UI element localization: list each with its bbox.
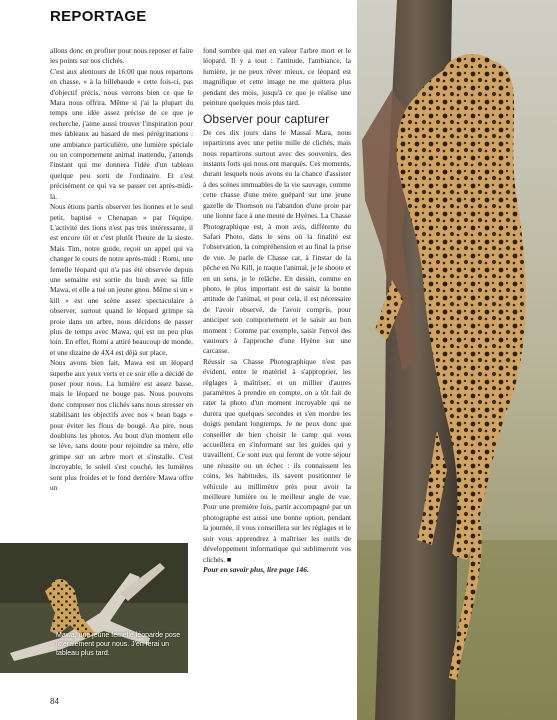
leopard-illustration: [357, 0, 557, 720]
leopard-climbing-photo: [357, 0, 557, 720]
more-info-note: Pour en savoir plus, lire page 146.: [203, 564, 309, 574]
page-number: 84: [50, 697, 59, 706]
paragraph: De ces dix jours dans le Massaï Mara, nous repartirons avec une petite mille de clichés, mais nous repartirons surtout avec des souvenirs, des instants forts qui nous ont marqués. Ces moments, durant lesquels nous avons eu la chance d'assister à des scènes immuables de la vie sauvage, comme cette chasse d'une mère guépard sur une jeune gazelle de Thomson ou l'abandon d'une proie par une lionne face à une meute de Hyènes. La Chasse Photographique est, à mon avis, différente du Safari Photo, dans le sens où la finalité est l'observation, la compréhension et au final la prise de vue. Je parle de Chasse car, à l'instar de la pêche en No Kill, je traque l'animal, je le shoote et en un sens, je le relâche. En dessin, comme en photo, le plus important est de saisir la bonne attitude de l'animal, et pour cela, il est nécessaire de l'avoir observé, de l'avoir compris, pour anticiper son comportement et le saisir au bon moment : Comme par exemple, saisir l'envol des vautours à l'approche d'une Hyène sur une carcasse.: [203, 127, 351, 356]
inset-caption: Mawa, une jeune femelle léoparde pose littéralement pour nous. J'en ferai un tableau plus tard.: [56, 632, 181, 657]
inset-leopard-photo: [0, 543, 188, 673]
paragraph: C'est aux alentours de 16:00 que nous repartons en chasse, « à la billebaude » cette fois-ci, pas d'objectif précis, nous verrons bien ce que le Mara nous offrira. Même si j'ai la plupart du temps une idée assez précise de ce que je recherche, j'aime aussi trouver l'inspiration pour mes tableaux au hasard de mes pérégrinations : une ambiance particulière, une lumière spéciale ou un comportement animal inattendu, j'attends l'instant qui me donnera l'idée d'un tableau quelque peu sorti de l'ordinaire. Et c'est précisément ce qui va se passer cet après-midi-là.: [50, 66, 193, 201]
section-header: REPORTAGE: [50, 8, 147, 25]
paragraph: Nous étions partis observer les lionnes et le seul petit, baptisé « Chenapan » par l'équipe. L'activité des lions n'est pas très intéressante, il est encore tôt et c'est plutôt l'heure de la sieste. Mais Tim, notre guide, reçoit un appel qui va changer le cours de notre après-midi : Romi, une femelle léopard qui n'a pas été observée depuis une semaine est sortie du bush avec sa fille Mawa, et elle a tué un jeune gnou. Même si un « kill » est une scène assez spectaculaire à observer, surtout quand le léopard grimpe sa proie dans un arbre, nous décidons de passer plus de temps avec Mawa, qui est un peu plus loin. En effet, Romi a attiré beaucoup de monde, et une dizaine de 4X4 est déjà sur place.: [50, 202, 193, 357]
paragraph: Nous avons bien fait, Mawa est un léopard superbe aux yeux verts et ce soir elle a décidé de poser pour nous. La lumière est assez basse, mais le léopard ne bouge pas. Nous pouvons donc composer nos clichés sans nous stresser en stabilisant les objectifs avec nos « bean bags » pour éviter les flous de bougé. Au pire, nous doublons les photos. Au bout d'un moment elle se lève, sans doute pour rejoindre sa mère, elle grimpe sur un arbre mort et s'installe. C'est incroyable, le soleil s'est couché, les lumières sont plus froides et le fond derrière Mawa offre un: [50, 358, 193, 493]
text-column-left: [50, 46, 193, 536]
subheading: Observer pour capturer: [203, 112, 330, 127]
paragraph: fond sombre qui met en valeur l'arbre mort et le léopard. Il y a tout : l'attitude, l'ambiance, la lumière, je ne peux rêver mieux, ce léopard est magnifique et cette image ne me quittera plus pendant des mois, jusqu'à ce que je réalise une peinture quelques mois plus tard.: [203, 46, 351, 108]
paragraph: Réussir sa Chasse Photographique n'est pas évident, entre le matériel à s'approprier, les réglages à maîtriser, et un millier d'autres paramètres à prendre en compte, on a tôt fait de rater la photo d'un moment incroyable qui ne durera que quelques secondes et s'en mordre les doigts pendant longtemps. Je ne peux donc que conseiller de bien choisir le camp qui vous accueillera en s'informant sur les guides qui y travaillent. Ce sont eux qui feront de votre séjour une réussite ou un échec : ils connaissent les coins, les habitudes, ils savent positionner le véhicule au millimètre près pour avoir la meilleure lumière ou le meilleur angle de vue. Pour une première fois, partir accompagné par un photographe est aussi une bonne option, pendant la journée, il vous conseillera sur les réglages et le soir vous apprendrez à maîtriser les outils de développement informatique qui sublimeront vos clichés. ■: [203, 356, 351, 564]
text-column-middle: [203, 46, 351, 686]
paragraph: allons donc en profiter pour nous reposer et faire les points sur nos clichés.: [50, 46, 193, 66]
